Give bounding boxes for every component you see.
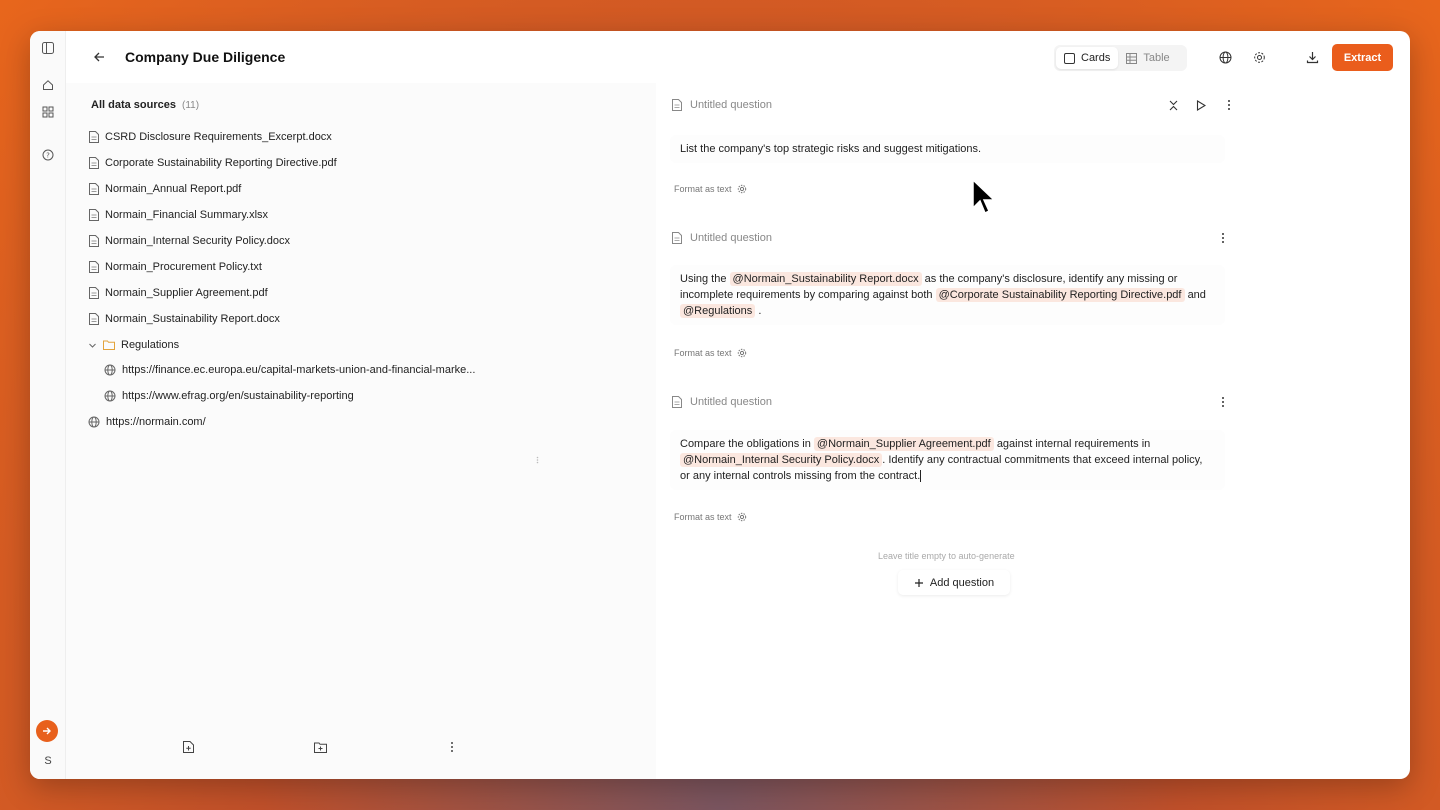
format-label: Format as text	[674, 512, 732, 522]
more-vertical-icon[interactable]	[1216, 231, 1230, 245]
question-body-text: List the company's top strategic risks and suggest mitigations.	[680, 143, 982, 155]
document-icon	[672, 232, 682, 244]
file-mention[interactable]: @Normain_Sustainability Report.docx	[730, 272, 922, 286]
settings-gear-icon[interactable]	[1250, 48, 1268, 66]
file-name: Normain_Financial Summary.xlsx	[105, 209, 269, 221]
document-icon	[89, 261, 99, 273]
icon-rail	[30, 31, 66, 779]
format-label: Format as text	[674, 348, 732, 358]
question-header	[672, 96, 772, 114]
document-icon	[89, 131, 99, 143]
file-item[interactable]	[89, 180, 241, 198]
link-url: https://normain.com/	[106, 416, 206, 428]
file-name: Corporate Sustainability Reporting Directive.pdf	[105, 157, 337, 169]
arrow-right-icon[interactable]	[36, 720, 58, 742]
file-name: Normain_Sustainability Report.docx	[105, 313, 280, 325]
question-actions	[1166, 98, 1236, 112]
file-name: CSRD Disclosure Requirements_Excerpt.docx	[105, 131, 332, 143]
file-item[interactable]	[89, 154, 337, 172]
download-icon[interactable]	[1303, 48, 1321, 66]
file-item[interactable]	[89, 284, 268, 302]
question-body-text: . Identify any contractual commitments that exceed internal policy, or any internal controls missing from the contract.	[680, 454, 1203, 482]
format-selector[interactable]	[674, 184, 747, 194]
cards-label: Cards	[1081, 52, 1111, 64]
question-card	[660, 224, 1240, 374]
add-question-label: Add question	[929, 576, 995, 589]
file-name: Normain_Internal Security Policy.docx	[105, 235, 291, 247]
file-mention[interactable]: @Corporate Sustainability Reporting Directive.pdf	[936, 288, 1185, 302]
add-question-button[interactable]	[898, 570, 1010, 595]
format-selector[interactable]	[674, 512, 747, 522]
add-file-icon[interactable]	[180, 739, 196, 755]
file-mention[interactable]: @Normain_Supplier Agreement.pdf	[814, 437, 994, 451]
play-icon[interactable]	[1194, 98, 1208, 112]
more-vertical-icon[interactable]	[1216, 395, 1230, 409]
file-item[interactable]	[89, 128, 332, 146]
question-text[interactable]	[670, 265, 1225, 325]
question-card	[660, 388, 1240, 538]
document-icon	[89, 235, 99, 247]
link-item[interactable]	[104, 361, 475, 379]
globe-icon[interactable]	[1216, 48, 1234, 66]
table-view-button[interactable]	[1118, 47, 1177, 69]
sidebar-toggle-icon[interactable]	[39, 39, 57, 57]
data-sources-panel	[66, 83, 656, 779]
document-icon	[89, 209, 99, 221]
link-url: https://finance.ec.europa.eu/capital-markets-union-and-financial-marke...	[122, 364, 476, 376]
auto-title-hint: Leave title empty to auto-generate	[878, 551, 1015, 561]
document-icon	[89, 183, 99, 195]
more-vertical-icon[interactable]	[1222, 98, 1236, 112]
question-actions	[1216, 231, 1230, 245]
add-folder-icon[interactable]	[312, 739, 328, 755]
file-name: Normain_Supplier Agreement.pdf	[105, 287, 268, 299]
settings-gear-icon	[737, 184, 747, 194]
link-url: https://www.efrag.org/en/sustainability-reporting	[122, 390, 354, 402]
cards-icon	[1064, 53, 1075, 64]
globe-icon	[104, 364, 116, 376]
question-title[interactable]: Untitled question	[690, 232, 772, 244]
resize-handle[interactable]	[536, 456, 539, 464]
app-window	[30, 31, 1410, 779]
avatar[interactable]: S	[44, 755, 52, 767]
mouse-pointer-icon	[972, 179, 996, 218]
data-sources-label: All data sources	[91, 99, 176, 111]
format-selector[interactable]	[674, 348, 747, 358]
view-toggle	[1054, 45, 1187, 71]
table-label: Table	[1143, 52, 1170, 64]
document-icon	[89, 287, 99, 299]
question-body-text: .	[758, 305, 762, 317]
home-icon[interactable]	[39, 76, 57, 94]
question-text[interactable]	[670, 135, 1225, 163]
svg-text:?: ?	[46, 151, 50, 160]
cards-view-button[interactable]	[1056, 47, 1118, 69]
document-icon	[89, 313, 99, 325]
data-sources-count: (11)	[181, 100, 200, 111]
format-label: Format as text	[674, 184, 732, 194]
extract-button[interactable]: Extract	[1332, 44, 1393, 71]
file-name: Normain_Annual Report.pdf	[105, 183, 242, 195]
document-icon	[672, 396, 682, 408]
top-bar	[66, 31, 1410, 83]
question-actions	[1216, 395, 1230, 409]
question-header	[672, 393, 772, 411]
file-item[interactable]	[89, 258, 262, 276]
help-icon[interactable]	[39, 146, 57, 164]
page-title: Company Due Diligence	[125, 49, 286, 65]
file-name: Normain_Procurement Policy.txt	[105, 261, 262, 273]
question-body-text: as the company's disclosure, identify any missing or incomplete requirements by comparing against both	[680, 273, 1178, 301]
folder-mention[interactable]: @Regulations	[680, 304, 755, 318]
question-body-text: and	[1187, 289, 1206, 301]
apps-icon[interactable]	[39, 103, 57, 121]
chevron-down-icon[interactable]	[88, 341, 97, 350]
data-sources-header[interactable]	[91, 99, 199, 111]
question-text[interactable]	[670, 430, 1225, 490]
question-title[interactable]: Untitled question	[690, 99, 772, 111]
text-caret	[920, 470, 921, 482]
file-item[interactable]	[89, 232, 290, 250]
table-icon	[1126, 53, 1137, 64]
file-item[interactable]	[89, 310, 280, 328]
back-arrow-icon[interactable]	[90, 48, 108, 66]
question-body-text: against internal requirements in	[996, 438, 1151, 450]
folder-name: Regulations	[121, 339, 180, 351]
document-icon	[672, 99, 682, 111]
plus-icon	[914, 578, 924, 588]
question-body-text: Compare the obligations in	[680, 438, 811, 450]
globe-icon	[88, 416, 100, 428]
question-card	[660, 91, 1240, 211]
folder-open-icon	[103, 340, 115, 350]
link-item[interactable]	[104, 387, 354, 405]
question-body-text: Using the	[680, 273, 727, 285]
question-title[interactable]: Untitled question	[690, 396, 772, 408]
collapse-icon[interactable]	[1166, 98, 1180, 112]
question-header	[672, 229, 772, 247]
link-item[interactable]	[88, 413, 206, 431]
document-icon	[89, 157, 99, 169]
folder-item[interactable]	[88, 336, 179, 354]
file-mention[interactable]: @Normain_Internal Security Policy.docx	[680, 453, 882, 467]
settings-gear-icon	[737, 348, 747, 358]
file-item[interactable]	[89, 206, 268, 224]
settings-gear-icon	[737, 512, 747, 522]
more-vertical-icon[interactable]	[444, 739, 460, 755]
globe-icon	[104, 390, 116, 402]
